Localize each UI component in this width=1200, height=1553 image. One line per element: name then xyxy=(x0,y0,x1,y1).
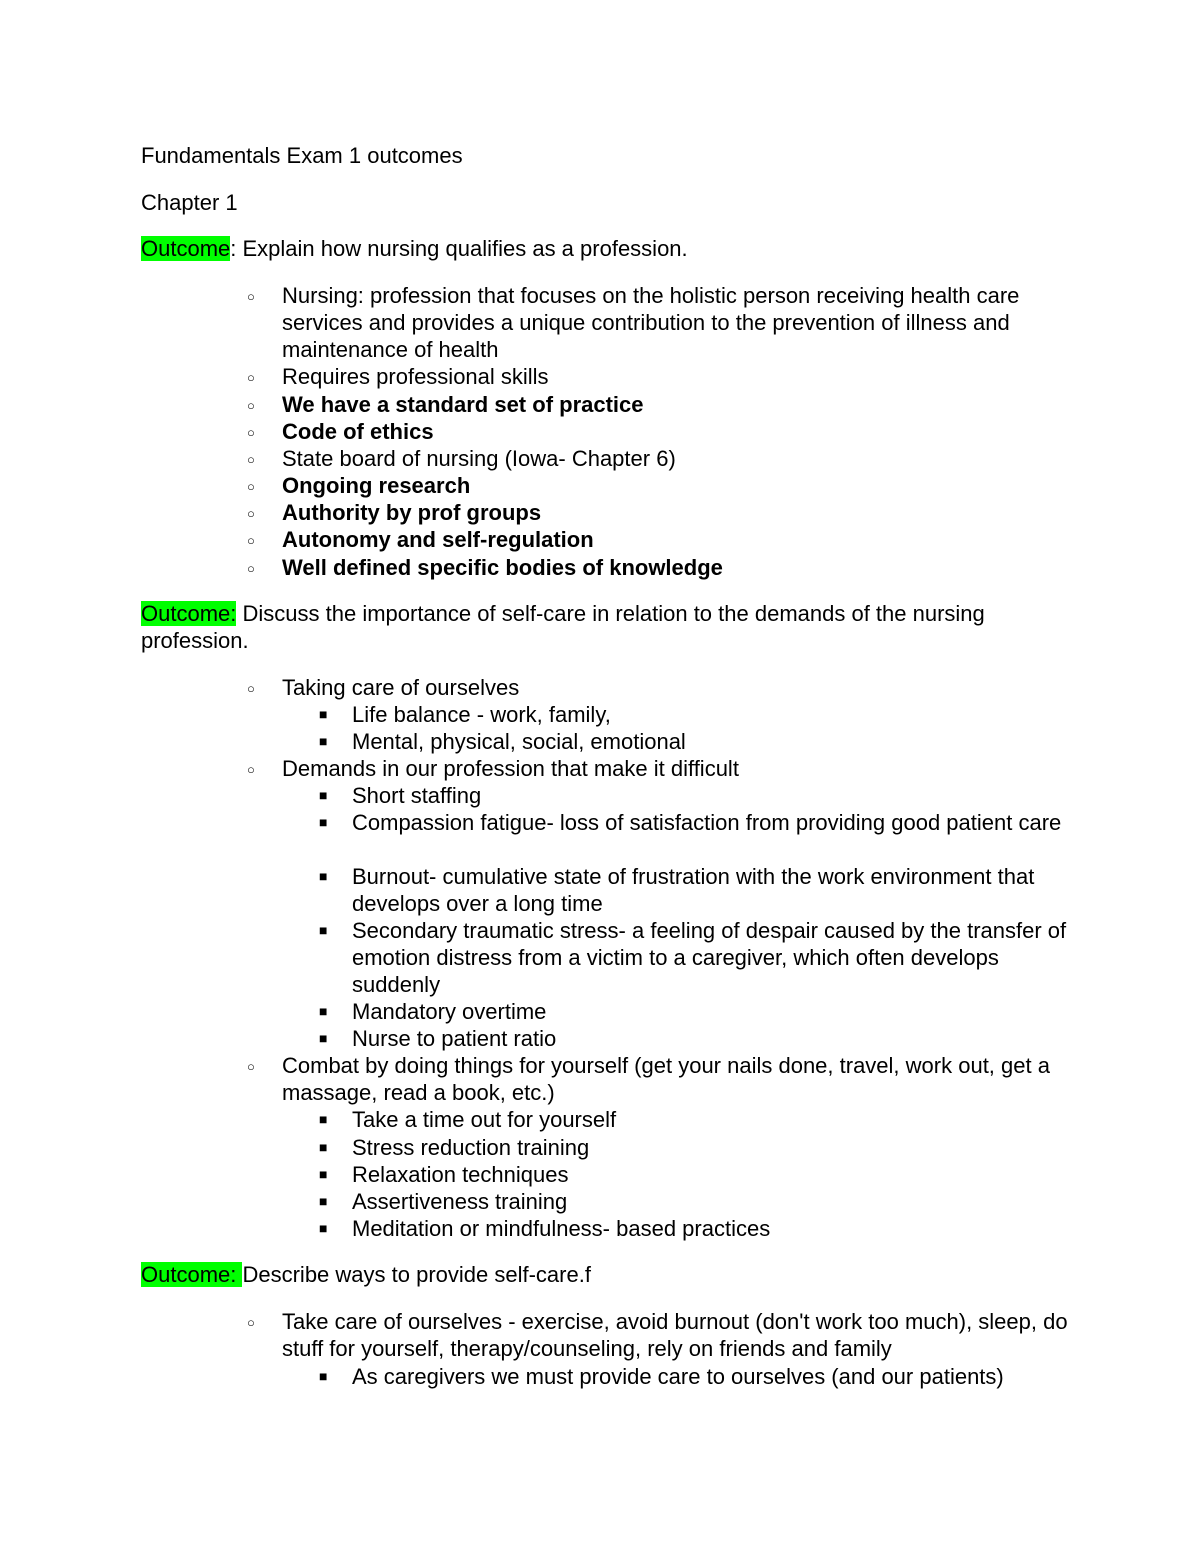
sub-list-item xyxy=(319,917,1067,998)
sub-list-item-text: Burnout- cumulative state of frustration with the work environment that develops over a long time xyxy=(352,864,1035,916)
square-bullet-icon: ■ xyxy=(319,868,328,884)
sub-list-item xyxy=(319,998,1067,1025)
sub-list-item xyxy=(319,782,1067,809)
hollow-circle-bullet-icon: ○ xyxy=(247,762,255,777)
sub-list-item xyxy=(319,1025,1067,1052)
sub-list-item-text: As caregivers we must provide care to ourselves (and our patients) xyxy=(352,1364,1004,1389)
outcome-text: Explain how nursing qualifies as a profession. xyxy=(242,236,688,261)
outcome-label-suffix: : xyxy=(230,236,243,261)
hollow-circle-bullet-icon: ○ xyxy=(247,479,255,494)
hollow-circle-bullet-icon: ○ xyxy=(247,452,255,467)
hollow-circle-bullet-icon: ○ xyxy=(247,370,255,385)
hollow-circle-bullet-icon: ○ xyxy=(247,289,255,304)
sub-list-item xyxy=(319,701,1067,728)
list-item-text: Take care of ourselves - exercise, avoid burnout (don't work too much), sleep, do stuff for yourself, therapy/counseling, rely on friends and family xyxy=(282,1309,1068,1361)
square-bullet-icon: ■ xyxy=(319,1003,328,1019)
square-bullet-icon: ■ xyxy=(319,787,328,803)
sub-list-item xyxy=(319,728,1067,755)
list-item xyxy=(247,1052,1072,1106)
hollow-circle-bullet-icon: ○ xyxy=(247,425,255,440)
sub-list-item-text: Take a time out for yourself xyxy=(352,1107,617,1132)
sub-list-item xyxy=(319,809,1067,836)
sub-list-item-text: Relaxation techniques xyxy=(352,1162,569,1187)
list-item xyxy=(247,526,1072,553)
list-item-text: Taking care of ourselves xyxy=(282,675,520,700)
sub-list-item-text: Life balance - work, family, xyxy=(352,702,611,727)
sub-list-item xyxy=(319,1161,1067,1188)
list-item-text: Requires professional skills xyxy=(282,364,549,389)
square-bullet-icon: ■ xyxy=(319,1139,328,1155)
list-item-text: Demands in our profession that make it difficult xyxy=(282,756,739,781)
sub-list-item xyxy=(319,1134,1067,1161)
square-bullet-icon: ■ xyxy=(319,814,328,830)
sub-list-item-text: Assertiveness training xyxy=(352,1189,568,1214)
sub-list-item xyxy=(319,1188,1067,1215)
hollow-circle-bullet-icon: ○ xyxy=(247,506,255,521)
sub-list-item xyxy=(319,863,1067,917)
sub-list-item-text: Meditation or mindfulness- based practices xyxy=(352,1216,771,1241)
square-bullet-icon: ■ xyxy=(319,1166,328,1182)
chapter-heading: Chapter 1 xyxy=(141,190,238,215)
list-item-text: Well defined specific bodies of knowledge xyxy=(282,555,723,580)
list-item-text: Ongoing research xyxy=(282,473,471,498)
outcome-label-highlight: Outcome xyxy=(141,236,231,261)
sub-list-item-text: Nurse to patient ratio xyxy=(352,1026,557,1051)
list-item xyxy=(247,391,1072,418)
list-item-text: State board of nursing (Iowa- Chapter 6) xyxy=(282,446,676,471)
sub-list-item-text: Mandatory overtime xyxy=(352,999,547,1024)
outcome-text: Discuss the importance of self-care in relation to the demands of the nursing profession. xyxy=(141,601,985,653)
list-item xyxy=(247,674,1072,701)
square-bullet-icon: ■ xyxy=(319,1030,328,1046)
hollow-circle-bullet-icon: ○ xyxy=(247,533,255,548)
outcome-label-highlight: Outcome: xyxy=(141,601,237,626)
sub-list-item-text: Compassion fatigue- loss of satisfaction from providing good patient care xyxy=(352,810,1062,835)
sub-list-item-text: Short staffing xyxy=(352,783,482,808)
square-bullet-icon: ■ xyxy=(319,1368,328,1384)
list-item xyxy=(247,363,1072,390)
sub-list-item xyxy=(319,1106,1067,1133)
list-item xyxy=(247,282,1072,363)
list-item-text: Code of ethics xyxy=(282,419,434,444)
list-item xyxy=(247,1308,1072,1362)
sub-list-item-text: Secondary traumatic stress- a feeling of despair caused by the transfer of emotion distress from a victim to a caregiver, which often develops suddenly xyxy=(352,918,1067,997)
document-title: Fundamentals Exam 1 outcomes xyxy=(141,143,463,168)
list-item xyxy=(247,499,1072,526)
hollow-circle-bullet-icon: ○ xyxy=(247,1059,255,1074)
list-item xyxy=(247,554,1072,581)
outcome-3 xyxy=(141,1261,1071,1288)
list-item-text: Combat by doing things for yourself (get your nails done, travel, work out, get a massage, read a book, etc.) xyxy=(282,1053,1050,1105)
sub-list-item xyxy=(319,1215,1067,1242)
square-bullet-icon: ■ xyxy=(319,922,328,938)
list-item-text: Nursing: profession that focuses on the holistic person receiving health care services and provides a unique contribution to the prevention of illness and maintenance of health xyxy=(282,283,1020,362)
outcome-1 xyxy=(141,235,1071,262)
list-item xyxy=(247,472,1072,499)
sub-list-item-text: Stress reduction training xyxy=(352,1135,590,1160)
hollow-circle-bullet-icon: ○ xyxy=(247,1315,255,1330)
square-bullet-icon: ■ xyxy=(319,1220,328,1236)
list-item-text: Authority by prof groups xyxy=(282,500,542,525)
list-item xyxy=(247,418,1072,445)
sub-list-item-text: Mental, physical, social, emotional xyxy=(352,729,686,754)
outcome-2 xyxy=(141,600,1071,654)
list-item-text: We have a standard set of practice xyxy=(282,392,644,417)
list-item-text: Autonomy and self-regulation xyxy=(282,527,594,552)
sub-list-item xyxy=(319,1363,1067,1390)
square-bullet-icon: ■ xyxy=(319,1193,328,1209)
hollow-circle-bullet-icon: ○ xyxy=(247,398,255,413)
square-bullet-icon: ■ xyxy=(319,1111,328,1127)
square-bullet-icon: ■ xyxy=(319,706,328,722)
outcome-label-highlight: Outcome: xyxy=(141,1262,243,1287)
list-item xyxy=(247,445,1072,472)
hollow-circle-bullet-icon: ○ xyxy=(247,681,255,696)
list-item xyxy=(247,755,1072,782)
outcome-text: Describe ways to provide self-care.f xyxy=(242,1262,591,1287)
square-bullet-icon: ■ xyxy=(319,733,328,749)
hollow-circle-bullet-icon: ○ xyxy=(247,561,255,576)
